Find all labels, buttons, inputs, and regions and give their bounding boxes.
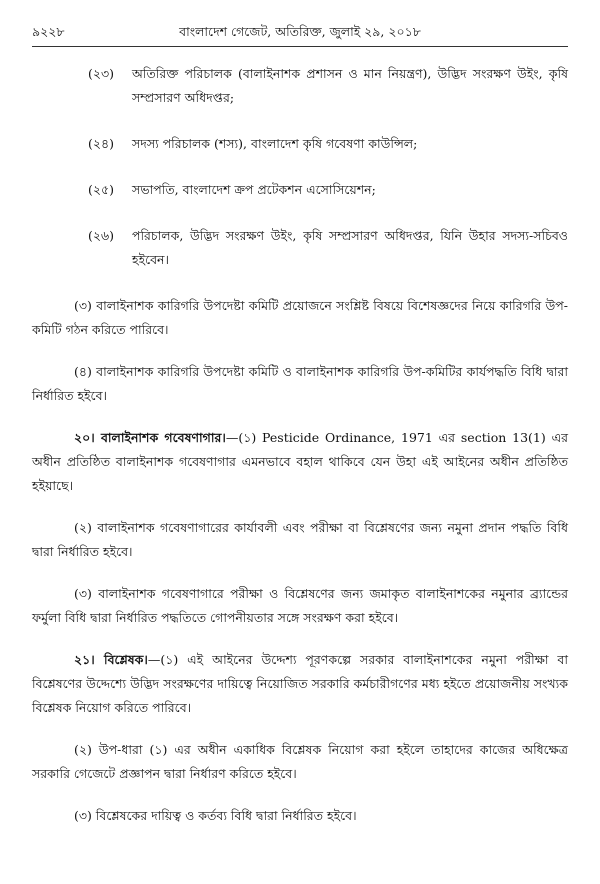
list-item-number: (২৩) <box>88 66 115 81</box>
section-heading: ২১। বিশ্লেষক। <box>74 652 148 667</box>
paragraph-text: (৩) বালাইনাশক গবেষণাগারে পরীক্ষা ও বিশ্লেষণের জন্য জমাকৃত বালাইনাশকের নমুনার ব্র্যান্ডের ফর্মুলা বিধি দ্বারা নির্ধারিত পদ্ধতিতে গোপনীয়তার সঙ্গে সংরক্ষণ করা হইবে। <box>32 586 568 625</box>
paragraph-text: (৩) বিশ্লেষকের দায়িত্ব ও কর্তব্য বিধি দ্বারা নির্ধারিত হইবে। <box>74 808 357 823</box>
page-header <box>32 24 568 46</box>
paragraph <box>32 360 568 408</box>
paragraph <box>32 516 568 564</box>
paragraph <box>32 738 568 786</box>
list-item-number: (২৬) <box>88 228 115 243</box>
list-item-text: অতিরিক্ত পরিচালক (বালাইনাশক প্রশাসন ও মান নিয়ন্ত্রণ), উদ্ভিদ সংরক্ষণ উইং, কৃষি সম্প্রসারণ অধিদপ্তর; <box>132 66 568 105</box>
list-item-text: সভাপতি, বাংলাদেশ ক্রপ প্রটেকশন এসোসিয়েশন; <box>132 182 376 197</box>
document-body <box>32 62 568 846</box>
section-heading: ২০। বালাইনাশক গবেষণাগার। <box>74 430 226 445</box>
list-item-number: (২৪) <box>88 136 114 151</box>
paragraph-text: (২) উপ-ধারা (১) এর অধীন একাধিক বিশ্লেষক নিয়োগ করা হইলে তাহাদের কাজের অধিক্ষেত্র সরকারি গেজেটে প্রজ্ঞাপন দ্বারা নির্ধারণ করিতে হইবে। <box>32 742 568 781</box>
list-item <box>88 178 568 202</box>
list-item <box>88 62 568 110</box>
list-item-number: (২৫) <box>88 182 114 197</box>
list-item-text: পরিচালক, উদ্ভিদ সংরক্ষণ উইং, কৃষি সম্প্রসারণ অধিদপ্তর, যিনি উহার সদস্য-সচিবও হইবেন। <box>132 228 568 267</box>
list-item <box>88 224 568 272</box>
section-20-paragraph <box>32 426 568 498</box>
paragraph-text: (২) বালাইনাশক গবেষণাগারের কার্যাবলী এবং পরীক্ষা বা বিশ্লেষণের জন্য নমুনা প্রদান পদ্ধতি বিধি দ্বারা নির্ধারিত হইবে। <box>32 520 568 559</box>
paragraph-text: (৪) বালাইনাশক কারিগরি উপদেষ্টা কমিটি ও বালাইনাশক কারিগরি উপ-কমিটির কার্যপদ্ধতি বিধি দ্বারা নির্ধারিত হইবে। <box>32 364 568 403</box>
paragraph-text: (৩) বালাইনাশক কারিগরি উপদেষ্টা কমিটি প্রয়োজনে সংশ্লিষ্ট বিষয়ে বিশেষজ্ঞদের নিয়ে কারিগরি উপ-কমিটি গঠন করিতে পারিবে। <box>32 298 568 337</box>
list-item-text: সদস্য পরিচালক (শস্য), বাংলাদেশ কৃষি গবেষণা কাউন্সিল; <box>132 136 418 151</box>
section-21-paragraph <box>32 648 568 720</box>
gazette-title: বাংলাদেশ গেজেট, অতিরিক্ত, জুলাই ২৯, ২০১৮ <box>179 24 421 39</box>
paragraph <box>32 582 568 630</box>
paragraph <box>32 804 568 828</box>
paragraph-text: —(১) Pesticide Ordinance, 1971 এর section 13(1) এর অধীন প্রতিষ্ঠিত বালাইনাশক গবেষণাগার এমনভাবে বহাল থাকিবে যেন উহা এই আইনের অধীন প্রতিষ্ঠিত হইয়াছে। <box>32 430 568 493</box>
paragraph-text: —(১) এই আইনের উদ্দেশ্য পূরণকল্পে সরকার বালাইনাশকের নমুনা পরীক্ষা বা বিশ্লেষণের উদ্দেশ্যে উদ্ভিদ সংরক্ষণের দায়িত্বে নিয়োজিত সরকারি কর্মচারীগণের মধ্য হইতে প্রয়োজনীয় সংখ্যক বিশ্লেষক নিয়োগ করিতে পারিবে। <box>32 652 568 715</box>
paragraph <box>32 294 568 342</box>
header-rule <box>32 46 568 47</box>
page-number: ৯২২৮ <box>32 24 65 39</box>
list-item <box>88 132 568 156</box>
